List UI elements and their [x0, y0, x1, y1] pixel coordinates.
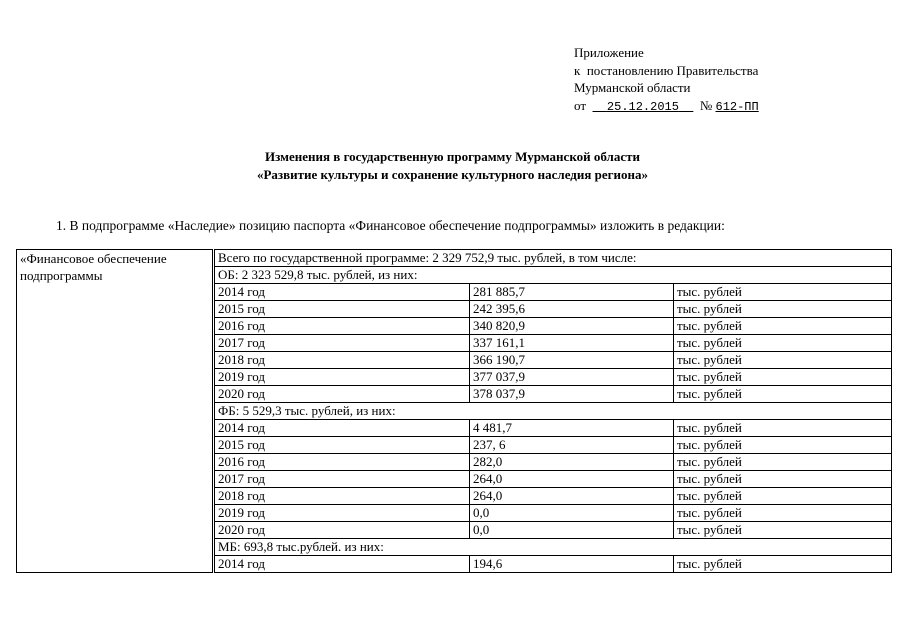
unit-cell: тыс. рублей [674, 454, 892, 471]
label-cell: «Финансовое обеспечение подпрограммы [17, 250, 214, 573]
title-line-2: «Развитие культуры и сохранение культурного наследия региона» [256, 167, 649, 182]
value-cell: 242 395,6 [470, 301, 674, 318]
unit-cell: тыс. рублей [674, 437, 892, 454]
value-cell: 378 037,9 [470, 386, 674, 403]
decree-number: 612-ПП [715, 99, 759, 114]
year-cell: 2020 год [214, 386, 470, 403]
value-cell: 337 161,1 [470, 335, 674, 352]
year-cell: 2019 год [214, 369, 470, 386]
value-cell: 340 820,9 [470, 318, 674, 335]
appendix-date-line [574, 97, 759, 117]
value-cell: 194,6 [470, 556, 674, 573]
unit-cell: тыс. рублей [674, 301, 892, 318]
unit-cell: тыс. рублей [674, 352, 892, 369]
financing-table [16, 249, 892, 573]
unit-cell: тыс. рублей [674, 386, 892, 403]
value-cell: 4 481,7 [470, 420, 674, 437]
year-cell: 2015 год [214, 301, 470, 318]
year-cell: 2016 год [214, 454, 470, 471]
total-row: Всего по государственной программе: 2 329 752,9 тыс. рублей, в том числе: [214, 250, 892, 267]
date-prefix: от [574, 97, 587, 113]
decree-date: 25.12.2015 [606, 99, 679, 114]
year-cell: 2017 год [214, 335, 470, 352]
value-cell: 281 885,7 [470, 284, 674, 301]
value-cell: 0,0 [470, 522, 674, 539]
fb-header: ФБ: 5 529,3 тыс. рублей, из них: [214, 403, 892, 420]
unit-cell: тыс. рублей [674, 335, 892, 352]
value-cell: 264,0 [470, 471, 674, 488]
document-title [0, 148, 905, 184]
value-cell: 377 037,9 [470, 369, 674, 386]
title-line-1: Изменения в государственную программу Мурманской области [265, 149, 640, 164]
value-cell: 0,0 [470, 505, 674, 522]
ob-header: ОБ: 2 323 529,8 тыс. рублей, из них: [214, 267, 892, 284]
year-cell: 2017 год [214, 471, 470, 488]
unit-cell: тыс. рублей [674, 471, 892, 488]
year-cell: 2015 год [214, 437, 470, 454]
unit-cell: тыс. рублей [674, 556, 892, 573]
year-cell: 2018 год [214, 488, 470, 505]
number-prefix: № [699, 97, 713, 113]
intro-paragraph: 1. В подпрограмме «Наследие» позицию паспорта «Финансовое обеспечение подпрограммы» изложить в редакции: [56, 218, 725, 233]
year-cell: 2019 год [214, 505, 470, 522]
appendix-region: Мурманской области [574, 80, 691, 95]
year-cell: 2016 год [214, 318, 470, 335]
year-cell: 2014 год [214, 556, 470, 573]
value-cell: 282,0 [470, 454, 674, 471]
unit-cell: тыс. рублей [674, 318, 892, 335]
unit-cell: тыс. рублей [674, 284, 892, 301]
year-cell: 2018 год [214, 352, 470, 369]
appendix-block [574, 44, 759, 116]
unit-cell: тыс. рублей [674, 369, 892, 386]
year-cell: 2020 год [214, 522, 470, 539]
appendix-decree: к постановлению Правительства [574, 62, 759, 78]
value-cell: 237, 6 [470, 437, 674, 454]
unit-cell: тыс. рублей [674, 420, 892, 437]
unit-cell: тыс. рублей [674, 488, 892, 505]
value-cell: 264,0 [470, 488, 674, 505]
year-cell: 2014 год [214, 420, 470, 437]
year-cell: 2014 год [214, 284, 470, 301]
value-cell: 366 190,7 [470, 352, 674, 369]
appendix-title: Приложение [574, 45, 644, 60]
table-row [17, 250, 892, 267]
unit-cell: тыс. рублей [674, 522, 892, 539]
unit-cell: тыс. рублей [674, 505, 892, 522]
mb-header: МБ: 693,8 тыс.рублей. из них: [214, 539, 892, 556]
